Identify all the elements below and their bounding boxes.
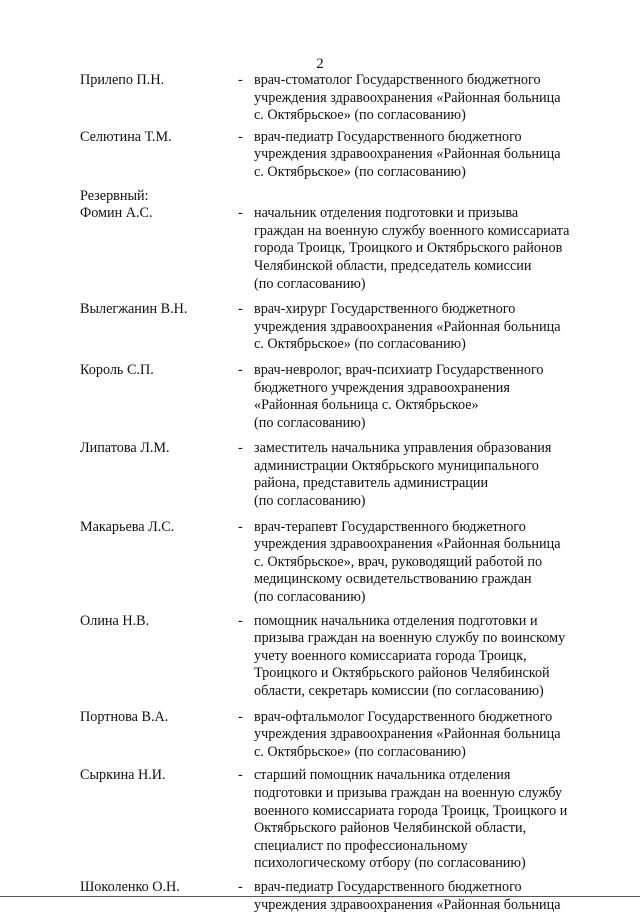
role-line: Челябинской области, председатель комиссии xyxy=(254,257,532,274)
list-item xyxy=(80,709,600,762)
role-line: врач-стоматолог Государственного бюджетного xyxy=(254,72,541,88)
member-name: Портнова В.А. xyxy=(80,708,169,725)
member-name: Сыркина Н.И. xyxy=(80,767,166,784)
list-item xyxy=(80,301,600,354)
list-item xyxy=(80,129,600,182)
role-line: (по согласованию) xyxy=(254,275,366,292)
role-line: учреждения здравоохранения «Районная больница xyxy=(254,89,561,106)
member-role xyxy=(254,709,597,762)
role-line: врач-терапевт Государственного бюджетного xyxy=(254,518,526,535)
member-role xyxy=(254,72,597,125)
role-line: администрации Октябрьского муниципального xyxy=(254,457,539,474)
member-name: Вылегжанин В.Н. xyxy=(80,301,188,318)
member-name: Макарьева Л.С. xyxy=(80,518,175,535)
dash: - xyxy=(238,767,243,784)
role-line: учреждения здравоохранения «Районная больница xyxy=(254,146,561,163)
member-name: Липатова Л.М. xyxy=(80,440,170,457)
member-name: Фомин А.С. xyxy=(80,205,153,222)
role-line: Троицкого и Октябрьского районов Челябинской xyxy=(254,665,550,682)
dash: - xyxy=(238,72,243,88)
list-item xyxy=(80,613,600,701)
role-line: учреждения здравоохранения «Районная больница xyxy=(254,536,561,553)
role-line: (по согласованию) xyxy=(254,414,366,431)
role-line: подготовки и призыва граждан на военную службу xyxy=(254,784,562,801)
member-role xyxy=(254,301,597,354)
page-bottom-rule xyxy=(0,896,640,897)
role-line: заместитель начальника управления образования xyxy=(254,440,552,457)
member-name: Селютина Т.М. xyxy=(80,128,172,145)
role-line: помощник начальника отделения подготовки и xyxy=(254,612,538,629)
role-line: с. Октябрьское» (по согласованию) xyxy=(254,107,466,124)
list-item xyxy=(80,72,600,125)
dash: - xyxy=(238,612,243,629)
role-line: Октябрьского районов Челябинской области, xyxy=(254,820,527,837)
dash: - xyxy=(238,205,243,222)
member-role xyxy=(254,440,597,510)
dash: - xyxy=(238,440,243,457)
role-line: области, секретарь комиссии (по согласованию) xyxy=(254,683,544,699)
member-name: Олина Н.В. xyxy=(80,612,150,629)
role-line: врач-офтальмолог Государственного бюджетного xyxy=(254,708,553,725)
role-line: бюджетного учреждения здравоохранения xyxy=(254,379,510,396)
dash: - xyxy=(238,361,243,378)
member-role xyxy=(254,362,597,432)
member-name: Прилепо П.Н. xyxy=(80,72,165,88)
role-line: призыва граждан на военную службу по воинскому xyxy=(254,630,566,647)
member-role xyxy=(254,205,597,293)
role-line: врач-педиатр Государственного бюджетного xyxy=(254,878,522,895)
member-role xyxy=(254,129,597,182)
dash: - xyxy=(238,128,243,145)
role-line: психологическому отбору (по согласованию) xyxy=(254,855,526,872)
list-item xyxy=(80,767,600,873)
dash: - xyxy=(238,301,243,318)
member-role xyxy=(254,613,597,701)
role-line: граждан на военную службу военного комиссариата xyxy=(254,222,570,239)
member-role xyxy=(254,519,597,607)
list-item xyxy=(80,440,600,510)
page-number: 2 xyxy=(316,56,324,72)
reserve-label: Резервный: xyxy=(80,187,149,204)
role-line: района, представитель администрации xyxy=(254,475,489,492)
role-line: с. Октябрьское» (по согласованию) xyxy=(254,743,466,760)
role-line: начальник отделения подготовки и призыва xyxy=(254,205,519,222)
role-line: военного комиссариата города Троицк, Троицкого и xyxy=(254,802,568,819)
role-line: «Районная больница с. Октябрьское» xyxy=(254,397,479,414)
list-item xyxy=(80,205,600,293)
role-line: с. Октябрьское» (по согласованию) xyxy=(254,336,466,353)
role-line: врач-педиатр Государственного бюджетного xyxy=(254,128,522,145)
role-line: (по согласованию) xyxy=(254,589,366,606)
member-name: Шоколенко О.Н. xyxy=(80,878,180,895)
list-item xyxy=(80,519,600,607)
role-line: учреждения здравоохранения «Районная больница xyxy=(254,318,561,335)
dash: - xyxy=(238,708,243,725)
role-line: старший помощник начальника отделения xyxy=(254,767,511,784)
role-line: медицинскому освидетельствованию граждан xyxy=(254,571,532,588)
list-item xyxy=(80,362,600,432)
role-line: города Троицк, Троицкого и Октябрьского районов xyxy=(254,240,563,257)
member-list xyxy=(80,72,600,914)
role-line: (по согласованию) xyxy=(254,493,366,510)
role-line: учету военного комиссариата города Троицк, xyxy=(254,647,527,664)
role-line: с. Октябрьское» (по согласованию) xyxy=(254,163,466,180)
role-line: врач-невролог, врач-психиатр Государственного xyxy=(254,361,544,378)
role-line: учреждения здравоохранения «Районная больница xyxy=(254,726,561,743)
dash: - xyxy=(238,878,243,895)
role-line: с. Октябрьское», врач, руководящий работой по xyxy=(254,553,543,570)
dash: - xyxy=(238,518,243,535)
role-line: специалист по профессиональному xyxy=(254,837,468,854)
role-line: учреждения здравоохранения «Районная больница xyxy=(254,896,561,913)
member-role xyxy=(254,767,597,873)
member-name: Король С.П. xyxy=(80,361,154,378)
role-line: врач-хирург Государственного бюджетного xyxy=(254,301,516,318)
